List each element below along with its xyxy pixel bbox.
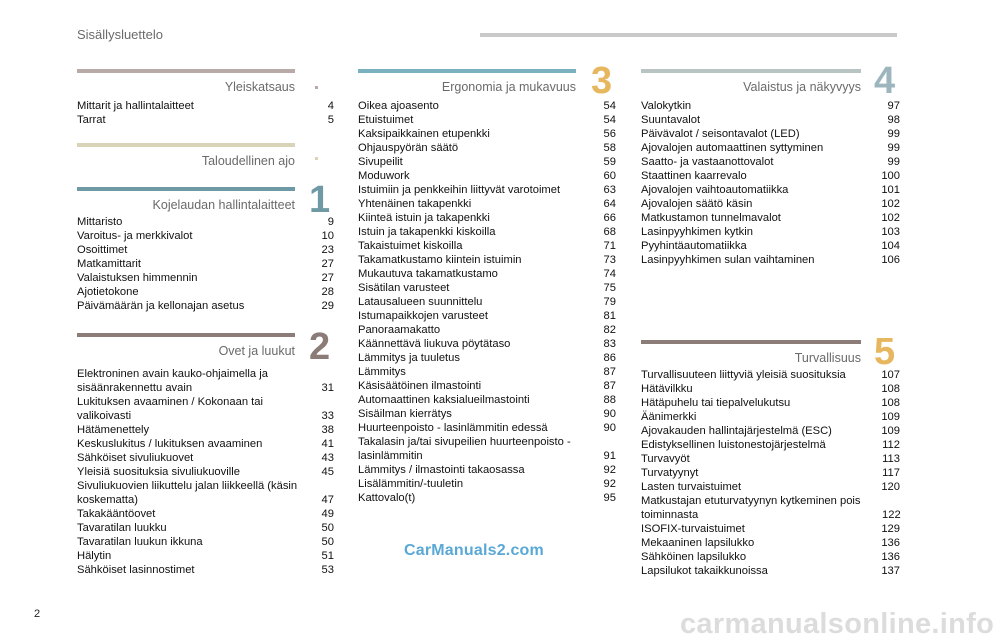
- toc-entry-title: Lisälämmitin/-tuuletin: [358, 478, 464, 490]
- toc-list-ergonomia: [358, 99, 616, 505]
- toc-entry[interactable]: [641, 113, 900, 127]
- toc-entry-title: Saatto- ja vastaanottovalot: [641, 156, 774, 168]
- toc-entry-title: Päivämäärän ja kellonajan asetus: [77, 300, 245, 312]
- toc-entry-page: 99: [887, 156, 900, 168]
- toc-entry-title: Ajovalojen vaihtoautomatiikka: [641, 184, 789, 196]
- toc-entry-title: Ajotietokone: [77, 286, 139, 298]
- toc-entry[interactable]: [641, 99, 900, 113]
- toc-entry[interactable]: [358, 337, 616, 351]
- toc-entry[interactable]: [77, 437, 334, 451]
- toc-entry[interactable]: [641, 550, 900, 564]
- toc-entry-title: Matkamittarit: [77, 258, 142, 270]
- toc-entry[interactable]: [358, 141, 616, 155]
- toc-entry-title: Valaistuksen himmennin: [77, 272, 198, 284]
- section-valaistus: [641, 69, 861, 94]
- toc-entry[interactable]: [358, 211, 616, 225]
- toc-entry-page: 129: [881, 523, 900, 535]
- toc-entry-page: 54: [603, 114, 616, 126]
- toc-entry[interactable]: [358, 267, 616, 281]
- toc-entry[interactable]: [77, 257, 334, 271]
- section-yleiskatsaus: [77, 69, 295, 94]
- toc-entry-page: 87: [603, 366, 616, 378]
- section-title: Turvallisuus: [794, 351, 861, 365]
- toc-entry[interactable]: [358, 393, 616, 407]
- toc-entry-title: Sivuliukuovien liikuttelu jalan liikkeellä (käsin koskematta): [77, 480, 298, 506]
- toc-entry-title: Takaistuimet kiskoilla: [358, 240, 463, 252]
- toc-entry-page: 136: [881, 551, 900, 563]
- toc-entry[interactable]: [77, 367, 334, 395]
- toc-entry-title: Istuin ja takapenkki kiskoilla: [358, 226, 496, 238]
- toc-entry[interactable]: [358, 169, 616, 183]
- section-title: Ovet ja luukut: [218, 344, 295, 358]
- toc-entry-page: 66: [603, 212, 616, 224]
- toc-entry-title: Lasinpyyhkimen kytkin: [641, 226, 753, 238]
- toc-entry[interactable]: [77, 521, 334, 535]
- toc-entry-title: Turvatyynyt: [641, 467, 699, 479]
- toc-entry[interactable]: [358, 127, 616, 141]
- toc-entry[interactable]: [641, 438, 900, 452]
- toc-entry-page: 136: [881, 537, 900, 549]
- section-title: Kojelaudan hallintalaitteet: [152, 198, 295, 212]
- toc-entry[interactable]: [641, 197, 900, 211]
- toc-entry-page: 51: [321, 550, 334, 562]
- toc-entry-page: 88: [603, 394, 616, 406]
- toc-list-yleiskatsaus: [77, 99, 334, 127]
- toc-entry-title: Tavaratilan luukun ikkuna: [77, 536, 203, 548]
- section-kojelauta: [77, 187, 295, 212]
- toc-entry-title: Valokytkin: [641, 100, 692, 112]
- toc-entry[interactable]: [641, 424, 900, 438]
- toc-entry[interactable]: [77, 395, 334, 423]
- toc-entry-page: 58: [603, 142, 616, 154]
- toc-entry-page: 97: [887, 100, 900, 112]
- toc-entry-title: Kiinteä istuin ja takapenkki: [358, 212, 490, 224]
- toc-entry-title: Tarrat: [77, 114, 106, 126]
- toc-entry-page: 45: [321, 466, 334, 478]
- toc-list-kojelauta: [77, 215, 334, 313]
- toc-entry-title: Lämmitys: [358, 366, 406, 378]
- toc-list-valaistus: [641, 99, 900, 267]
- toc-entry[interactable]: [77, 229, 334, 243]
- toc-entry[interactable]: [641, 183, 900, 197]
- toc-entry-title: Hälytin: [77, 550, 112, 562]
- toc-entry[interactable]: [77, 465, 334, 479]
- toc-entry-page: 90: [603, 408, 616, 420]
- toc-entry[interactable]: [358, 477, 616, 491]
- toc-entry-title: Elektroninen avain kauko-ohjaimella ja sisäänrakennettu avain: [77, 368, 268, 394]
- toc-entry[interactable]: [77, 535, 334, 549]
- toc-entry-page: 108: [881, 383, 900, 395]
- toc-entry-page: 68: [603, 226, 616, 238]
- section-ovet: [77, 333, 295, 358]
- toc-entry-page: 56: [603, 128, 616, 140]
- toc-entry[interactable]: [358, 379, 616, 393]
- toc-entry[interactable]: [641, 127, 900, 141]
- toc-entry-title: Sisätilan varusteet: [358, 282, 450, 294]
- toc-entry-page: 83: [603, 338, 616, 350]
- toc-entry-title: Lasinpyyhkimen sulan vaihtaminen: [641, 254, 815, 266]
- toc-entry[interactable]: [641, 536, 900, 550]
- toc-entry[interactable]: [641, 382, 900, 396]
- toc-entry-title: Ajovalojen säätö käsin: [641, 198, 753, 210]
- toc-entry[interactable]: [77, 243, 334, 257]
- toc-entry[interactable]: [641, 253, 900, 267]
- toc-entry-title: Pyyhintäautomatiikka: [641, 240, 747, 252]
- toc-entry[interactable]: [641, 225, 900, 239]
- toc-entry-page: 117: [882, 467, 900, 479]
- toc-entry-page: 33: [321, 410, 334, 422]
- toc-entry-page: 107: [881, 369, 900, 381]
- toc-list-ovet: [77, 367, 334, 577]
- watermark-carmanualsonline[interactable]: carmanualsonline.info: [680, 608, 994, 640]
- toc-entry-page: 41: [321, 438, 334, 450]
- toc-entry-title: Sähköinen lapsilukko: [641, 551, 747, 563]
- toc-list-turvallisuus: [641, 368, 900, 578]
- watermark-carmanuals2[interactable]: CarManuals2.com: [404, 542, 544, 559]
- toc-entry[interactable]: [641, 466, 900, 480]
- toc-entry[interactable]: [77, 113, 334, 127]
- toc-entry-page: 100: [881, 170, 900, 182]
- toc-entry-page: 38: [321, 424, 334, 436]
- toc-entry-title: Tavaratilan luukku: [77, 522, 167, 534]
- toc-entry[interactable]: [358, 99, 616, 113]
- toc-entry-title: Edistyksellinen luistonestojärjestelmä: [641, 439, 826, 451]
- toc-entry-title: Hätämenettely: [77, 424, 150, 436]
- toc-entry[interactable]: [641, 452, 900, 466]
- toc-entry-title: Lapsilukot takaikkunoissa: [641, 565, 768, 577]
- toc-entry[interactable]: [641, 396, 900, 410]
- toc-entry-title: Käännettävä liukuva pöytätaso: [358, 338, 511, 350]
- toc-entry-title: Panoraamakatto: [358, 324, 441, 336]
- toc-entry-page: 98: [887, 114, 900, 126]
- toc-entry-page: 71: [603, 240, 616, 252]
- toc-entry-page: 95: [603, 492, 616, 504]
- toc-entry-page: 120: [881, 481, 900, 493]
- section-title: Ergonomia ja mukavuus: [441, 80, 576, 94]
- toc-entry-page: 23: [321, 244, 334, 256]
- toc-entry[interactable]: [358, 351, 616, 365]
- toc-entry-title: Takamatkustamo kiintein istuimin: [358, 254, 522, 266]
- toc-entry[interactable]: [641, 169, 900, 183]
- section-bar: [641, 340, 861, 344]
- toc-entry-title: Automaattinen kaksialueilmastointi: [358, 394, 530, 406]
- toc-entry-page: 137: [881, 565, 900, 577]
- toc-entry[interactable]: [358, 421, 616, 435]
- toc-entry[interactable]: [358, 155, 616, 169]
- toc-entry-page: 64: [603, 198, 616, 210]
- toc-entry-page: 82: [603, 324, 616, 336]
- toc-entry-page: 60: [603, 170, 616, 182]
- toc-entry-title: Mittaristo: [77, 216, 123, 228]
- toc-entry[interactable]: [77, 423, 334, 437]
- toc-entry-title: Oikea ajoasento: [358, 100, 439, 112]
- toc-entry-title: Lämmitys ja tuuletus: [358, 352, 460, 364]
- toc-entry-title: Varoitus- ja merkkivalot: [77, 230, 193, 242]
- toc-entry-page: 86: [603, 352, 616, 364]
- toc-entry[interactable]: [358, 225, 616, 239]
- toc-entry-title: Turvallisuuteen liittyviä yleisiä suosituksia: [641, 369, 846, 381]
- toc-entry-title: Lasten turvaistuimet: [641, 481, 742, 493]
- header-rule: [480, 33, 897, 37]
- section-taloudellinen: [77, 143, 295, 168]
- section-number-5: 5: [874, 331, 896, 373]
- toc-entry-title: Hätäpuhelu tai tiepalvelukutsu: [641, 397, 791, 409]
- section-number-1: 1: [309, 179, 331, 221]
- toc-entry[interactable]: [358, 309, 616, 323]
- toc-entry-title: Mittarit ja hallintalaitteet: [77, 100, 194, 112]
- section-marker-icon: [315, 86, 318, 89]
- toc-entry-title: Latausalueen suunnittelu: [358, 296, 483, 308]
- page-number: 2: [34, 608, 41, 620]
- toc-entry[interactable]: [77, 299, 334, 313]
- toc-entry-page: 113: [882, 453, 900, 465]
- toc-entry-page: 101: [881, 184, 900, 196]
- toc-entry-title: Sisäilman kierrätys: [358, 408, 452, 420]
- toc-entry[interactable]: [358, 323, 616, 337]
- toc-entry-page: 109: [881, 411, 900, 423]
- toc-entry-title: Keskuslukitus / lukituksen avaaminen: [77, 438, 263, 450]
- toc-entry-page: 99: [887, 142, 900, 154]
- toc-entry-title: Moduwork: [358, 170, 410, 182]
- toc-entry-page: 91: [603, 450, 616, 462]
- section-bar: [641, 69, 861, 73]
- toc-entry-title: Lämmitys / ilmastointi takaosassa: [358, 464, 525, 476]
- toc-entry-page: 5: [327, 114, 334, 126]
- toc-entry[interactable]: [358, 365, 616, 379]
- toc-entry-page: 4: [327, 100, 334, 112]
- toc-entry-title: Yleisiä suosituksia sivuliukuoville: [77, 466, 240, 478]
- toc-entry-title: Käsisäätöinen ilmastointi: [358, 380, 482, 392]
- toc-entry-page: 79: [603, 296, 616, 308]
- toc-entry-page: 50: [321, 536, 334, 548]
- toc-entry[interactable]: [358, 491, 616, 505]
- toc-entry-title: Istuimiin ja penkkeihin liittyvät varotoimet: [358, 184, 561, 196]
- toc-entry-page: 74: [603, 268, 616, 280]
- toc-entry[interactable]: [641, 410, 900, 424]
- toc-entry-title: Sähköiset sivuliukuovet: [77, 452, 194, 464]
- toc-entry-page: 106: [881, 254, 900, 266]
- toc-entry-page: 31: [321, 382, 334, 394]
- toc-entry-title: Ohjauspyörän säätö: [358, 142, 459, 154]
- toc-entry-title: Äänimerkki: [641, 411, 697, 423]
- toc-entry-page: 103: [881, 226, 900, 238]
- section-number-4: 4: [874, 60, 896, 102]
- toc-entry-page: 10: [321, 230, 334, 242]
- toc-entry-title: Hätävilkku: [641, 383, 693, 395]
- toc-entry-page: 47: [321, 494, 334, 506]
- section-title: Valaistus ja näkyvyys: [743, 80, 861, 94]
- toc-entry[interactable]: [641, 368, 900, 382]
- toc-entry-title: Ajovakauden hallintajärjestelmä (ESC): [641, 425, 832, 437]
- toc-entry-title: Kattovalo(t): [358, 492, 416, 504]
- toc-entry[interactable]: [641, 141, 900, 155]
- toc-entry-page: 54: [603, 100, 616, 112]
- section-ergonomia: [358, 69, 576, 94]
- section-number-2: 2: [309, 326, 331, 368]
- toc-entry[interactable]: [77, 479, 334, 507]
- toc-entry-page: 122: [882, 509, 901, 521]
- toc-entry-page: 112: [882, 439, 900, 451]
- toc-entry[interactable]: [358, 407, 616, 421]
- section-bar: [77, 333, 295, 337]
- toc-entry-page: 49: [321, 508, 334, 520]
- toc-entry-title: Päivävalot / seisontavalot (LED): [641, 128, 800, 140]
- toc-entry-title: Takalasin ja/tai sivupeilien huurteenpoisto - lasinlämmitin: [358, 436, 571, 462]
- section-bar: [77, 143, 295, 147]
- toc-entry[interactable]: [358, 435, 616, 463]
- toc-entry[interactable]: [358, 183, 616, 197]
- section-number-3: 3: [591, 60, 613, 102]
- toc-entry-page: 102: [881, 212, 900, 224]
- toc-entry[interactable]: [641, 494, 900, 522]
- toc-entry-page: 53: [321, 564, 334, 576]
- toc-entry-page: 9: [327, 216, 334, 228]
- toc-entry-page: 99: [887, 128, 900, 140]
- toc-entry-page: 27: [321, 272, 334, 284]
- toc-entry-title: Istumapaikkojen varusteet: [358, 310, 488, 322]
- toc-entry[interactable]: [77, 215, 334, 229]
- toc-entry[interactable]: [641, 480, 900, 494]
- toc-entry-page: 63: [603, 184, 616, 196]
- toc-entry[interactable]: [641, 155, 900, 169]
- toc-entry-title: Etuistuimet: [358, 114, 414, 126]
- toc-entry-page: 87: [603, 380, 616, 392]
- toc-entry-page: 50: [321, 522, 334, 534]
- toc-entry-page: 108: [881, 397, 900, 409]
- toc-entry[interactable]: [77, 271, 334, 285]
- toc-entry-page: 102: [881, 198, 900, 210]
- toc-entry-page: 28: [321, 286, 334, 298]
- toc-entry-title: Huurteenpoisto - lasinlämmitin edessä: [358, 422, 548, 434]
- toc-entry[interactable]: [358, 463, 616, 477]
- toc-entry-title: Ajovalojen automaattinen syttyminen: [641, 142, 824, 154]
- toc-entry-title: ISOFIX-turvaistuimet: [641, 523, 745, 535]
- toc-entry-title: Sähköiset lasinnostimet: [77, 564, 195, 576]
- toc-entry[interactable]: [641, 522, 900, 536]
- toc-entry[interactable]: [77, 549, 334, 563]
- toc-entry[interactable]: [358, 295, 616, 309]
- page-header-title: Sisällysluettelo: [77, 27, 163, 42]
- toc-entry-title: Matkustamon tunnelmavalot: [641, 212, 781, 224]
- toc-entry-title: Matkustajan etuturvatyynyn kytkeminen pois toiminnasta: [641, 495, 861, 521]
- toc-entry[interactable]: [358, 197, 616, 211]
- toc-entry-page: 92: [603, 478, 616, 490]
- toc-entry[interactable]: [77, 451, 334, 465]
- toc-entry[interactable]: [641, 211, 900, 225]
- toc-entry-page: 75: [603, 282, 616, 294]
- toc-entry-page: 73: [603, 254, 616, 266]
- toc-entry[interactable]: [77, 99, 334, 113]
- toc-entry-page: 104: [881, 240, 900, 252]
- section-marker-icon: [315, 157, 318, 160]
- section-title: Taloudellinen ajo: [201, 154, 295, 168]
- toc-entry[interactable]: [77, 563, 334, 577]
- toc-entry-title: Staattinen kaarrevalo: [641, 170, 747, 182]
- toc-entry-page: 43: [321, 452, 334, 464]
- toc-entry-title: Mekaaninen lapsilukko: [641, 537, 755, 549]
- toc-entry-page: 59: [603, 156, 616, 168]
- toc-entry-title: Sivupeilit: [358, 156, 403, 168]
- toc-entry-title: Takakääntöovet: [77, 508, 156, 520]
- toc-entry-title: Suuntavalot: [641, 114, 701, 126]
- section-bar: [77, 187, 295, 191]
- toc-entry-title: Osoittimet: [77, 244, 128, 256]
- section-title: Yleiskatsaus: [224, 80, 295, 94]
- toc-entry-title: Turvavyöt: [641, 453, 690, 465]
- toc-entry-page: 81: [603, 310, 616, 322]
- toc-entry-title: Mukautuva takamatkustamo: [358, 268, 498, 280]
- toc-entry[interactable]: [358, 253, 616, 267]
- toc-entry-title: Kaksipaikkainen etupenkki: [358, 128, 490, 140]
- toc-entry-page: 29: [321, 300, 334, 312]
- toc-entry-page: 92: [603, 464, 616, 476]
- toc-entry[interactable]: [641, 239, 900, 253]
- toc-entry[interactable]: [358, 239, 616, 253]
- toc-entry-page: 27: [321, 258, 334, 270]
- section-bar: [77, 69, 295, 73]
- toc-entry-page: 90: [603, 422, 616, 434]
- section-bar: [358, 69, 576, 73]
- toc-entry-page: 109: [881, 425, 900, 437]
- section-turvallisuus: [641, 340, 861, 365]
- toc-entry[interactable]: [77, 285, 334, 299]
- toc-entry[interactable]: [77, 507, 334, 521]
- toc-entry[interactable]: [358, 281, 616, 295]
- toc-entry-title: Lukituksen avaaminen / Kokonaan tai valikoivasti: [77, 396, 263, 422]
- toc-entry[interactable]: [358, 113, 616, 127]
- toc-entry-title: Yhtenäinen takapenkki: [358, 198, 472, 210]
- toc-entry[interactable]: [641, 564, 900, 578]
